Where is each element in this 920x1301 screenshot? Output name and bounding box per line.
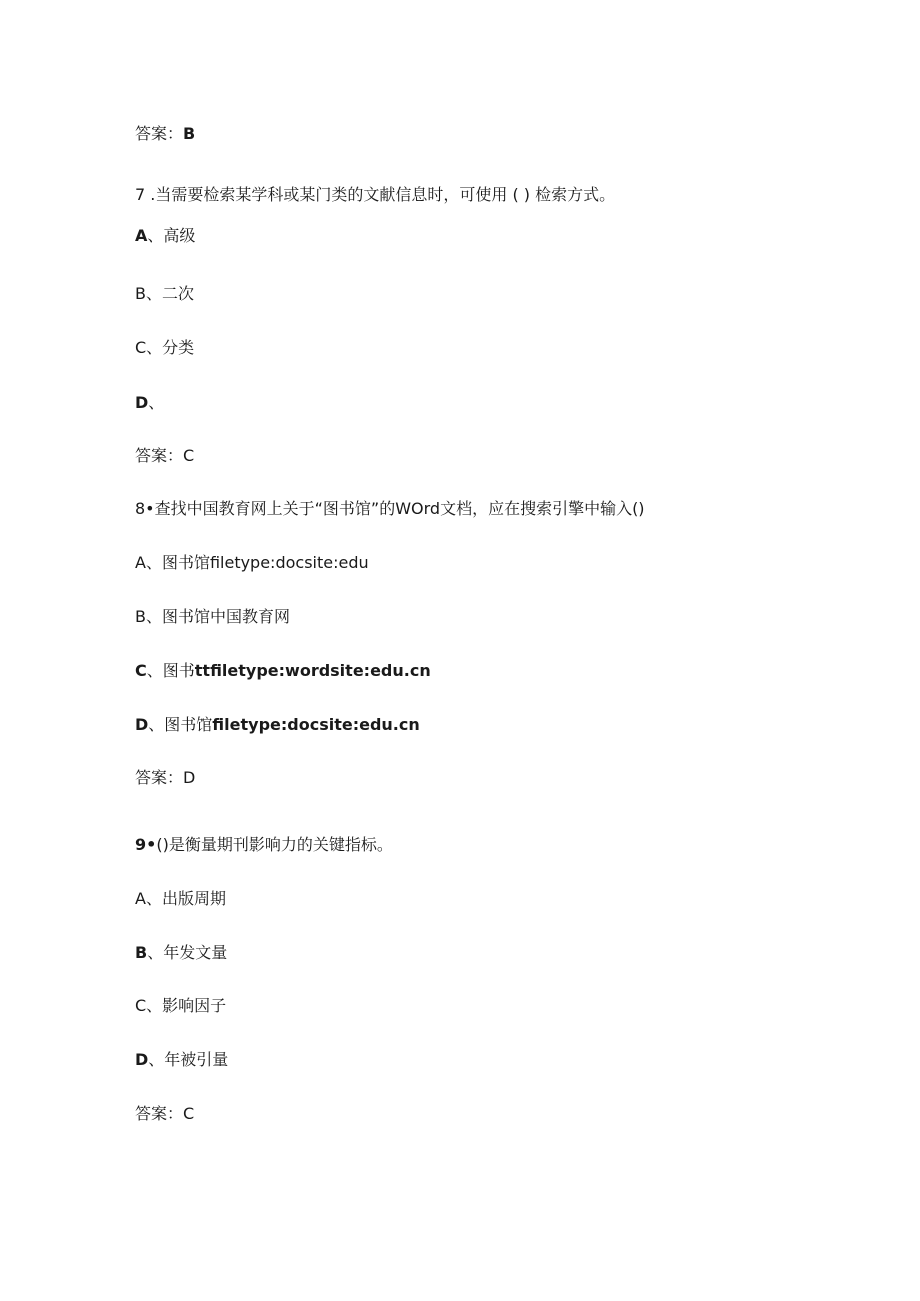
q7-option-c [135,337,194,359]
question-text: 7 .当需要检索某学科或某门类的文献信息时，可使用 ( ) 检索方式。 [135,185,616,204]
answer-line-q8 [135,767,195,789]
option-text: C、分类 [135,338,195,357]
option-letter: B [135,943,148,962]
q7-option-b [135,283,194,305]
q9-option-c [135,995,226,1017]
q9-option-a [135,888,226,910]
option-letter: D [135,715,149,734]
question-7-stem [135,184,615,206]
answer-value: B [183,124,196,143]
option-text: B、图书馆中国教育网 [135,607,290,626]
answer-line-q6 [135,123,195,145]
q8-option-b [135,606,290,628]
q9-option-b [135,942,227,964]
q7-option-a [135,225,195,247]
option-text: A、图书馆filetype:docsite:edu [135,553,369,572]
option-text: 、年被引量 [148,1050,229,1069]
q8-option-c [135,660,431,682]
answer-label: 答案： [135,124,184,143]
option-query: ttfiletype:wordsite:edu.cn [194,661,431,680]
option-letter: A [135,226,148,245]
question-number: 9• [135,835,157,854]
option-letter: D [135,1050,149,1069]
option-text: 、图书 [146,661,195,680]
answer-text: 答案：C [135,446,195,465]
question-8-stem [135,498,645,520]
q7-option-d [135,392,164,414]
answer-text: 答案：D [135,768,196,787]
option-text: 、 [148,393,165,412]
option-query: filetype:docsite:edu.cn [212,715,420,734]
option-text: B、二次 [135,284,194,303]
option-text: 、图书馆 [148,715,213,734]
option-text: 、高级 [147,226,196,245]
answer-line-q9 [135,1103,194,1125]
option-letter: D [135,393,149,412]
answer-line-q7 [135,445,194,467]
option-letter: C [135,661,147,680]
q8-option-d [135,714,420,736]
q9-option-d [135,1049,228,1071]
option-text: A、出版周期 [135,889,226,908]
question-text: ()是衡量期刊影响力的关键指标。 [156,835,393,854]
question-text: 8•查找中国教育网上关于“图书馆”的WOrd文档，应在搜索引擎中输入() [135,499,645,518]
q8-option-a [135,552,369,574]
option-text: 、年发文量 [147,943,228,962]
answer-text: 答案：C [135,1104,195,1123]
question-9-stem [135,834,393,856]
option-text: C、影响因子 [135,996,227,1015]
